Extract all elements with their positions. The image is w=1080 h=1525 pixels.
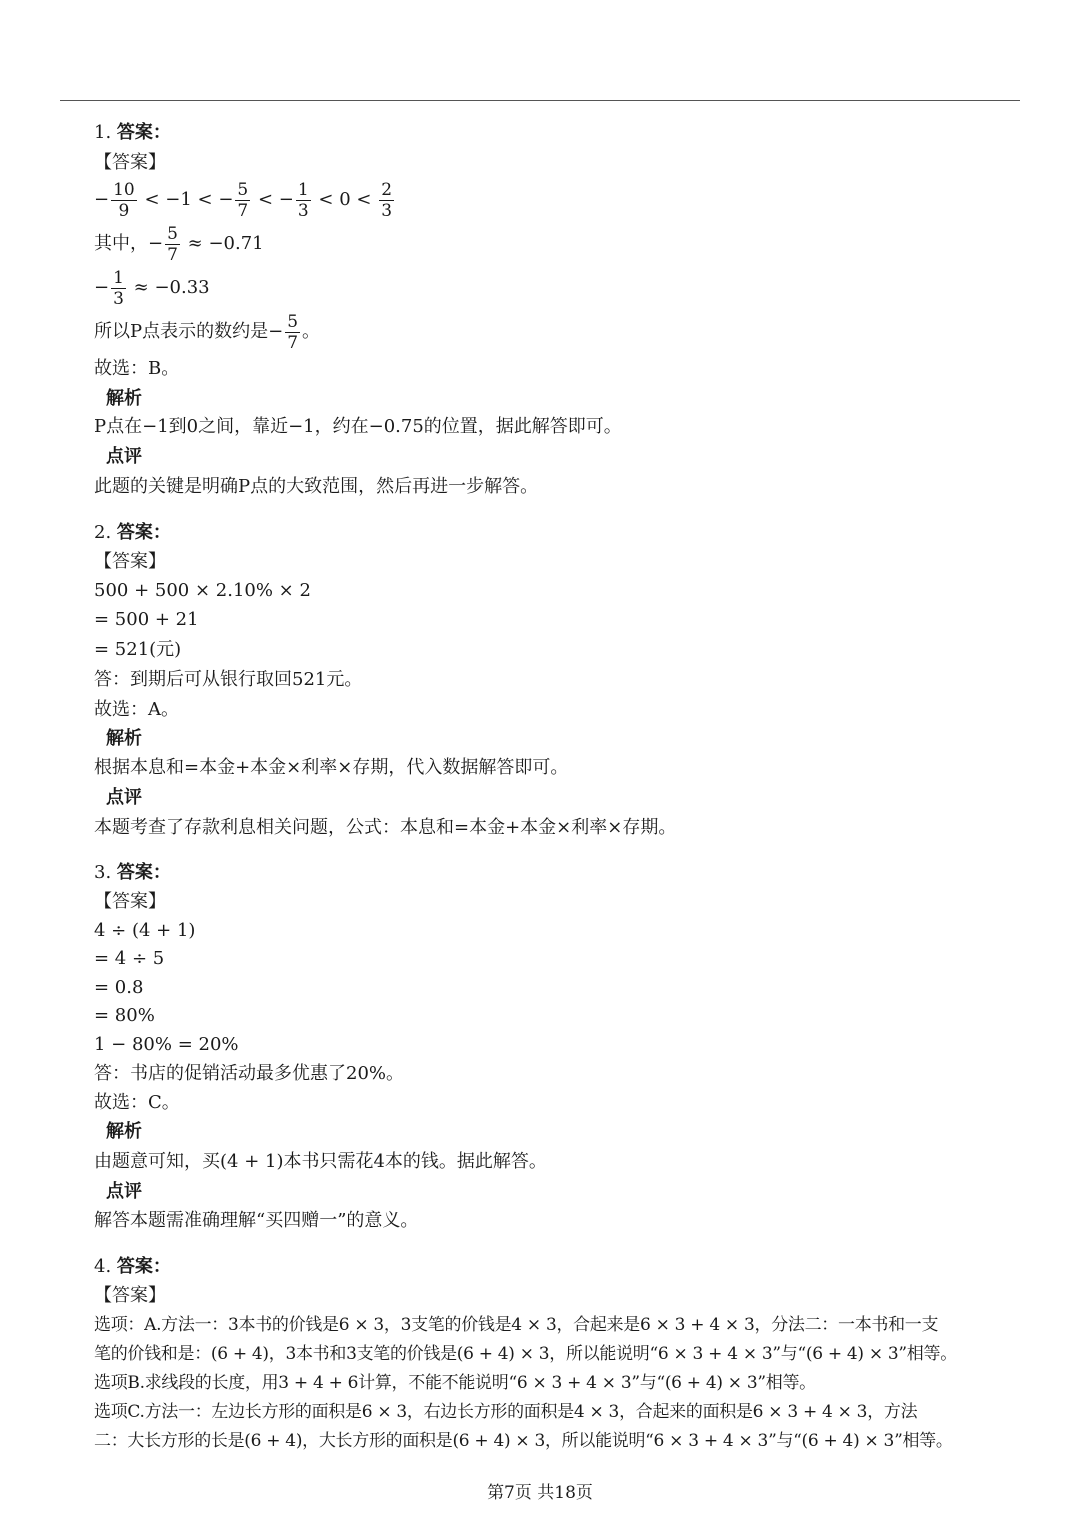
q3-line: 1 − 80% = 20% [94,1034,239,1055]
fraction [235,180,250,221]
q1-choice: 故选：B。 [94,358,180,379]
q4-heading-title: 答案： [116,1256,171,1277]
q3-line: = 0.8 [94,977,144,998]
fraction [285,312,300,353]
q3-heading-title: 答案： [116,862,171,883]
denominator: 7 [287,332,299,353]
q2-analysis-title: 解析 [106,728,142,749]
q4-line: 选项C.方法一：左边长方形的面积是6 × 3，右边长方形的面积是4 × 3，合起来的面积是6 × 3 + 4 × 3，方法 [94,1402,918,1422]
line-text: 。 [302,321,321,342]
line-text: ≈ −0.33 [127,277,210,298]
q3-line: 4 ÷ (4 + 1) [94,920,196,941]
q3-line: 故选：C。 [94,1092,180,1113]
q1-inequality [94,178,396,222]
denominator: 7 [237,200,249,221]
q4-line: 选项：A.方法一：3本书的价钱是6 × 3，3支笔的价钱是4 × 3，合起来是6 × 3 + 4 × 3，分法二：一本书和一支 [94,1315,939,1335]
numerator: 5 [287,311,299,332]
q4-heading [94,1254,171,1280]
page-footer: 第7页 共18页 [487,1483,593,1503]
q3-answer-tag: 【答案】 [94,891,166,912]
q2-analysis: 根据本息和=本金+本金×利率×存期，代入数据解答即可。 [94,757,569,778]
q1-heading-title: 答案： [116,122,171,143]
q3-line: = 80% [94,1005,155,1026]
ineq-text: < 0 < [312,189,378,210]
q3-number: 3. [94,862,112,883]
ineq-text: < − [252,189,294,210]
line-text: − [94,277,110,298]
q2-comment: 本题考查了存款利息相关问题，公式：本息和=本金+本金×利率×存期。 [94,817,677,838]
line-text: 所以P点表示的数约是− [94,321,284,342]
numerator: 10 [113,179,135,200]
fraction [296,180,311,221]
fraction [111,268,126,309]
numerator: 5 [167,223,178,244]
q4-line: 选项B.求线段的长度，用3 + 4 + 6计算，不能不能说明“6 × 3 + 4 × 3”与“(6 + 4) × 3”相等。 [94,1373,816,1393]
denominator: 3 [297,200,309,221]
line-text: ≈ −0.71 [181,233,264,254]
q4-answer-tag: 【答案】 [94,1285,166,1306]
q1-line-approx-5-7 [94,222,264,266]
q2-number: 2. [94,522,112,543]
q4-number: 4. [94,1256,112,1277]
q3-line: 答：书店的促销活动最多优惠了20%。 [94,1063,405,1084]
denominator: 3 [113,288,124,309]
denominator: 7 [167,244,178,265]
ineq-text: < −1 < − [138,189,234,210]
q2-heading-title: 答案： [116,522,171,543]
q3-line: = 4 ÷ 5 [94,948,165,969]
fraction [165,224,180,265]
q3-analysis-title: 解析 [106,1121,142,1142]
numerator: 5 [237,179,249,200]
q3-analysis: 由题意可知，买(4 + 1)本书只需花4本的钱。据此解答。 [94,1151,547,1172]
q2-line: 故选：A。 [94,699,179,720]
q1-line-conclusion [94,310,320,354]
q2-line: 500 + 500 × 2.10% × 2 [94,580,311,601]
line-text: 其中，− [94,233,164,254]
q1-comment: 此题的关键是明确P点的大致范围，然后再进一步解答。 [94,476,539,497]
numerator: 1 [297,179,309,200]
q1-heading [94,120,171,146]
q1-comment-title: 点评 [106,446,142,467]
q2-line: = 521(元) [94,639,182,660]
q2-line: = 500 + 21 [94,609,199,630]
q4-line: 笔的价钱和是：(6 + 4)，3本书和3支笔的价钱是(6 + 4) × 3，所以能说明“6 × 3 + 4 × 3”与“(6 + 4) × 3”相等。 [94,1344,957,1364]
q1-number: 1. [94,122,112,143]
fraction [379,180,394,221]
q1-line-approx-1-3 [94,266,210,310]
fraction [111,180,137,221]
q1-analysis: P点在−1到0之间，靠近−1，约在−0.75的位置，据此解答即可。 [94,416,622,437]
ineq-text: − [94,189,110,210]
q2-comment-title: 点评 [106,787,142,808]
q2-line: 答：到期后可从银行取回521元。 [94,669,363,690]
denominator: 9 [118,200,130,221]
header-rule [60,100,1020,101]
q3-heading [94,860,171,886]
numerator: 1 [113,267,124,288]
q1-answer-tag: 【答案】 [94,152,166,173]
denominator: 3 [381,200,393,221]
q2-answer-tag: 【答案】 [94,551,166,572]
q3-comment: 解答本题需准确理解“买四赠一”的意义。 [94,1210,419,1231]
q1-analysis-title: 解析 [106,388,142,409]
q4-line: 二：大长方形的长是(6 + 4)，大长方形的面积是(6 + 4) × 3，所以能说明“6 × 3 + 4 × 3”与“(6 + 4) × 3”相等。 [94,1431,953,1451]
q3-comment-title: 点评 [106,1181,142,1202]
q2-heading [94,520,171,546]
numerator: 2 [381,179,393,200]
